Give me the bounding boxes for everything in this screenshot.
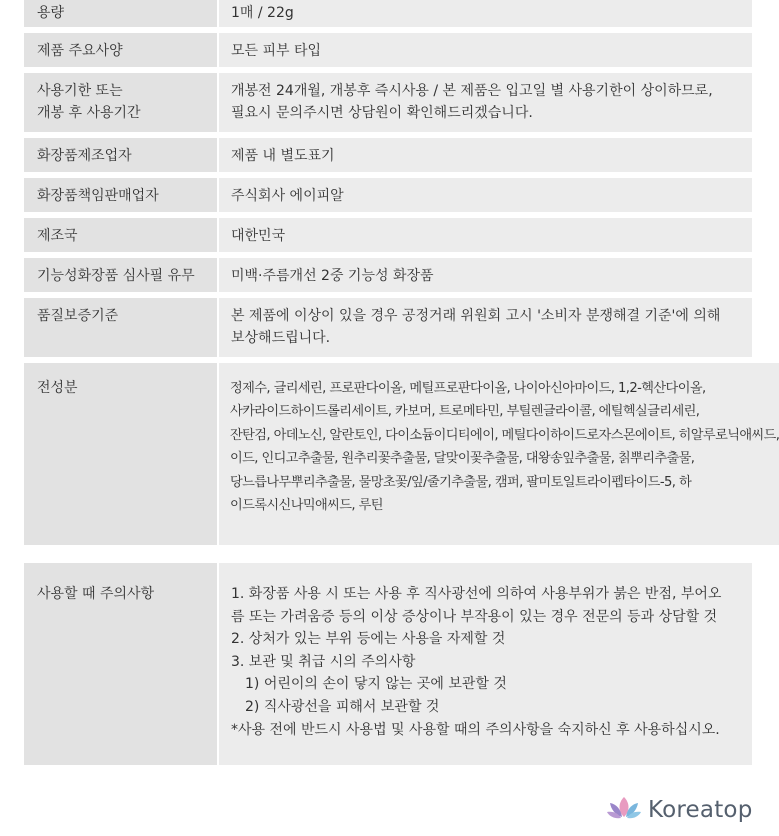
row-value: 미백·주름개선 2중 기능성 화장품	[219, 258, 752, 292]
row-value: 주식회사 에이피알	[219, 178, 752, 212]
row-label: 화장품책임판매업자	[24, 178, 217, 212]
row-spec	[24, 33, 752, 67]
section-gap	[24, 551, 752, 563]
row-value: 대한민국	[219, 218, 752, 252]
row-label: 사용할 때 주의사항	[24, 563, 217, 765]
row-value: 1. 화장품 사용 시 또는 사용 후 직사광선에 의하여 사용부위가 붉은 반점, 부어오 름 또는 가려움증 등의 이상 증상이나 부작용이 있는 경우 전문의 등과 상담할 것 2. 상처가 있는 부위 등에는 사용을 자제할 것 3. 보관 및 취급 시의 주의사항 1) 어린이의 손이 닿지 않는 곳에 보관할 것 2) 직사광선을 피해서 보관할 것 *사용 전에 반드시 사용법 및 사용할 때의 주의사항을 숙지하신 후 사용하십시오.	[219, 563, 752, 765]
row-label: 화장품제조업자	[24, 138, 217, 172]
row-value: 모든 피부 타입	[219, 33, 752, 67]
row-label: 제품 주요사양	[24, 33, 217, 67]
row-label: 기능성화장품 심사필 유무	[24, 258, 217, 292]
product-info-table	[24, 0, 779, 771]
row-value: 개봉전 24개월, 개봉후 즉시사용 / 본 제품은 입고일 별 사용기한이 상이하므로, 필요시 문의주시면 상담원이 확인해드리겠습니다.	[219, 73, 752, 132]
row-value: 제품 내 별도표기	[219, 138, 752, 172]
row-manufacturer	[24, 138, 752, 172]
row-caution	[24, 563, 752, 765]
row-value: 본 제품에 이상이 있을 경우 공정거래 위원회 고시 '소비자 분쟁해결 기준'에 의해 보상해드립니다.	[219, 298, 752, 357]
row-quality	[24, 298, 752, 357]
row-value: 정제수, 글리세린, 프로판다이올, 메틸프로판다이올, 나이아신아마이드, 1,2-헥산다이올, 사카라이드하이드롤리세이트, 카보머, 트로메타민, 부틸렌글라이콜, 에틸헥실글리세린, 잔탄검, 아데노신, 알란토인, 다이소듐이디티에이, 메틸다이하이드로자스몬에이트, 히알루로닉애씨드, 이드, 인디고추출물, 원추리꽃추출물, 달맞이꽃추출물, 대왕송잎추출물, 칡뿌리추출물, 당느릅나무뿌리추출물, 물망초꽃/잎/줄기추출물, 캠퍼, 팔미토일트라이펩타이드-5, 하 이드록시신나믹애씨드, 루틴	[219, 363, 779, 545]
koreatop-logo	[606, 795, 753, 825]
row-label: 전성분	[24, 363, 217, 545]
row-functional	[24, 258, 752, 292]
row-label: 용량	[24, 0, 217, 27]
row-seller	[24, 178, 752, 212]
row-capacity	[24, 0, 752, 27]
row-label: 제조국	[24, 218, 217, 252]
row-expiry	[24, 73, 752, 132]
row-ingredients	[24, 363, 779, 545]
logo-text: Koreatop	[648, 797, 753, 823]
lotus-icon	[606, 795, 642, 825]
row-value: 1매 / 22g	[219, 0, 752, 27]
row-label: 사용기한 또는 개봉 후 사용기간	[24, 73, 217, 132]
row-country	[24, 218, 752, 252]
row-label: 품질보증기준	[24, 298, 217, 357]
